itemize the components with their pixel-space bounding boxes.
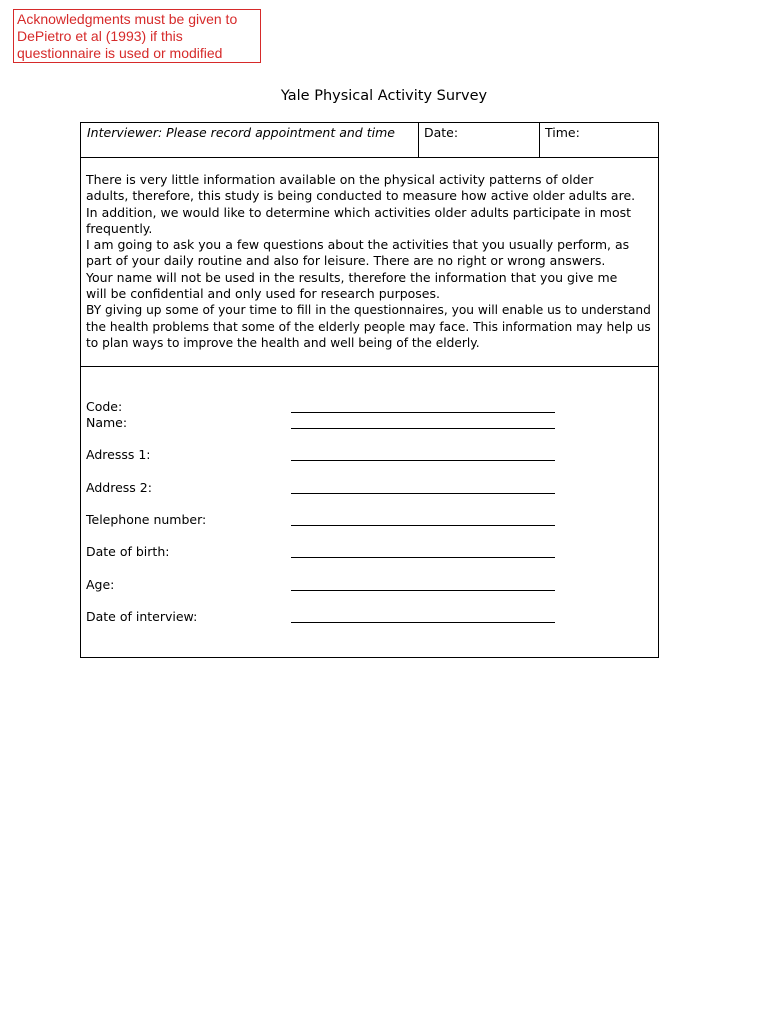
acknowledgment-line: Acknowledgments must be given to: [17, 11, 238, 27]
telephone-label: Telephone number:: [86, 512, 207, 527]
name-input-line[interactable]: [291, 428, 555, 429]
page-title: Yale Physical Activity Survey: [280, 88, 488, 104]
intro-line: Your name will not be used in the results, therefore the information that you give me: [86, 269, 618, 285]
date-of-interview-label: Date of interview:: [86, 609, 198, 624]
name-label: Name:: [86, 415, 128, 430]
address-2-label: Address 2:: [86, 480, 152, 495]
intro-line: I am going to ask you a few questions about the activities that you usually perform, as: [86, 237, 630, 253]
interviewer-instruction: Interviewer: Please record appointment and time: [81, 123, 419, 157]
code-input-line[interactable]: [291, 412, 555, 413]
intro-line: will be confidential and only used for research purposes.: [86, 286, 440, 302]
age-label: Age:: [86, 577, 115, 592]
date-of-birth-label: Date of birth:: [86, 544, 170, 559]
date-of-interview-input-line[interactable]: [291, 622, 555, 623]
acknowledgment-line: questionnaire is used or modified: [17, 45, 223, 61]
date-cell[interactable]: Date:: [419, 123, 540, 157]
telephone-input-line[interactable]: [291, 525, 555, 526]
intro-line: frequently.: [86, 220, 153, 236]
intro-line: the health problems that some of the elderly people may face. This information may help us: [86, 319, 651, 334]
date-of-birth-input-line[interactable]: [291, 557, 555, 558]
intro-line: BY giving up some of your time to fill in the questionnaires, you will enable us to understand: [86, 303, 651, 318]
address-1-input-line[interactable]: [291, 460, 555, 461]
address-2-input-line[interactable]: [291, 493, 555, 494]
address-1-label: Adresss 1:: [86, 447, 151, 462]
intro-line: In addition, we would like to determine which activities older adults participate in most: [86, 204, 632, 220]
intro-line: adults, therefore, this study is being conducted to measure how active older adults are.: [86, 188, 636, 204]
acknowledgment-notice: [13, 9, 261, 63]
survey-form: [80, 122, 659, 658]
intro-line: There is very little information available on the physical activity patterns of older: [86, 172, 594, 187]
appointment-header-row: [81, 123, 658, 158]
code-label: Code:: [86, 399, 123, 414]
intro-line: part of your daily routine and also for leisure. There are no right or wrong answers.: [86, 253, 606, 269]
age-input-line[interactable]: [291, 590, 555, 591]
introduction-text: [81, 157, 658, 367]
acknowledgment-line: DePietro et al (1993) if this: [17, 28, 183, 44]
intro-line: to plan ways to improve the health and well being of the elderly.: [86, 335, 480, 350]
time-cell[interactable]: Time:: [545, 125, 580, 140]
